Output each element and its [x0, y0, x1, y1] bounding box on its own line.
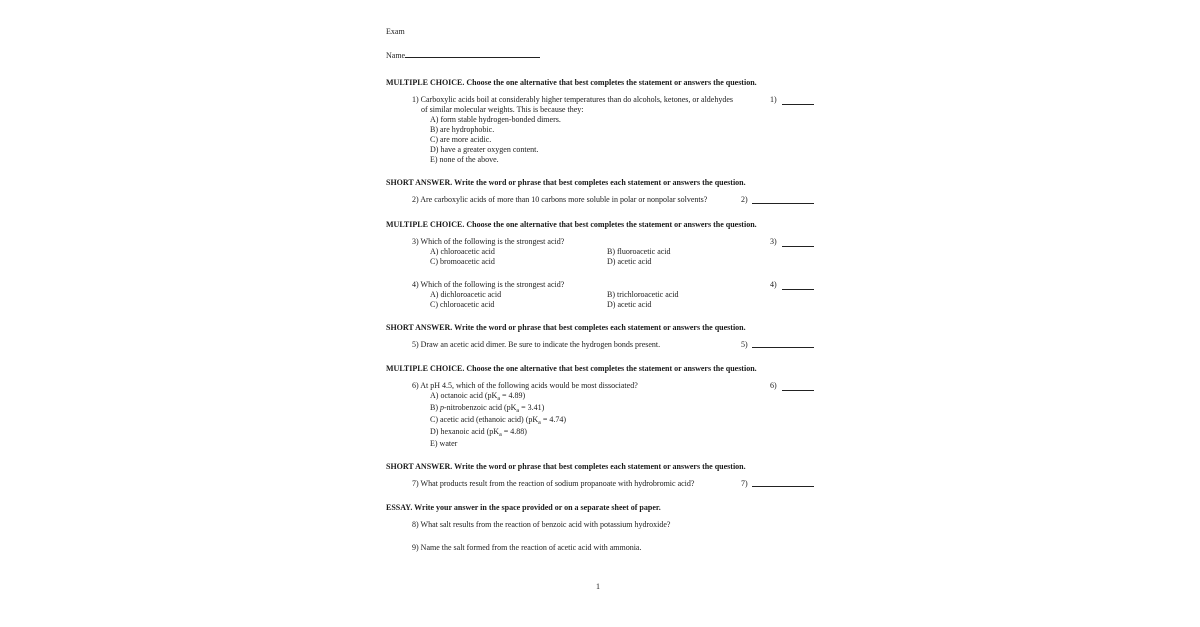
q1-answer-line[interactable] — [782, 104, 814, 105]
q6-option-c — [430, 415, 566, 425]
q6-number: 6) — [770, 381, 777, 390]
q2-answer-line[interactable] — [752, 203, 814, 204]
q4-option-d: D) acetic acid — [607, 300, 652, 309]
q3-text: 3) Which of the following is the strongest acid? — [412, 237, 565, 246]
q2-number: 2) — [741, 195, 748, 204]
q7-answer-line[interactable] — [752, 486, 814, 487]
q6-option-d-value: = 4.88) — [501, 427, 527, 436]
name-field[interactable] — [386, 48, 540, 61]
q5-number: 5) — [741, 340, 748, 349]
q3-option-c: C) bromoacetic acid — [430, 257, 495, 266]
q4-option-a: A) dichloroacetic acid — [430, 290, 502, 299]
q3-number: 3) — [770, 237, 777, 246]
q7-number: 7) — [741, 479, 748, 488]
q1-option-a: A) form stable hydrogen-bonded dimers. — [430, 115, 561, 124]
q1-option-d: D) have a greater oxygen content. — [430, 145, 539, 154]
q6-answer-line[interactable] — [782, 390, 814, 391]
q6-option-a-subscript: a — [497, 396, 500, 402]
q3-option-b: B) fluoroacetic acid — [607, 247, 671, 256]
q6-option-a — [430, 391, 525, 401]
q1-text-continued: of similar molecular weights. This is because they: — [421, 105, 584, 114]
q6-option-a-text: A) octanoic acid (pK — [430, 391, 498, 400]
q6-option-d-subscript: a — [499, 432, 502, 438]
q4-answer-line[interactable] — [782, 289, 814, 290]
name-blank-line — [405, 48, 540, 58]
q4-number: 4) — [770, 280, 777, 289]
q6-option-e: E) water — [430, 439, 458, 448]
mc-header-1: MULTIPLE CHOICE. Choose the one alternative that best completes the statement or answers the question. — [386, 78, 757, 87]
q1-number: 1) — [770, 95, 777, 104]
q5-answer-line[interactable] — [752, 347, 814, 348]
sa-header-3: SHORT ANSWER. Write the word or phrase that best completes each statement or answers the question. — [386, 462, 746, 471]
q9-text: 9) Name the salt formed from the reaction of acetic acid with ammonia. — [412, 543, 642, 552]
q6-option-c-text: C) acetic acid (ethanoic acid) (pK — [430, 415, 539, 424]
q4-option-b: B) trichloroacetic acid — [607, 290, 679, 299]
q7-text: 7) What products result from the reaction of sodium propanoate with hydrobromic acid? — [412, 479, 695, 488]
q6-option-d — [430, 427, 527, 437]
q2-text: 2) Are carboxylic acids of more than 10 carbons more soluble in polar or nonpolar solvents? — [412, 195, 708, 204]
q6-option-a-value: = 4.89) — [499, 391, 526, 400]
q8-text: 8) What salt results from the reaction of benzoic acid with potassium hydroxide? — [412, 520, 671, 529]
q3-answer-line[interactable] — [782, 246, 814, 247]
q6-option-c-subscript: a — [538, 420, 541, 426]
q6-option-c-value: = 4.74) — [540, 415, 567, 424]
sa-header-1: SHORT ANSWER. Write the word or phrase that best completes each statement or answers the question. — [386, 178, 746, 187]
mc-header-2: MULTIPLE CHOICE. Choose the one alternative that best completes the statement or answers the question. — [386, 220, 757, 229]
q3-option-d: D) acetic acid — [607, 257, 652, 266]
essay-header: ESSAY. Write your answer in the space provided or on a separate sheet of paper. — [386, 503, 661, 512]
q1-option-b: B) are hydrophobic. — [430, 125, 495, 134]
q4-text: 4) Which of the following is the strongest acid? — [412, 280, 565, 289]
q6-option-b-value: = 3.41) — [519, 403, 545, 412]
q3-option-a: A) chloroacetic acid — [430, 247, 495, 256]
exam-title: Exam — [386, 27, 405, 36]
q6-option-b — [430, 403, 544, 413]
q5-text: 5) Draw an acetic acid dimer. Be sure to indicate the hydrogen bonds present. — [412, 340, 661, 349]
q6-option-b-text: -nitrobenzoic acid (pK — [444, 403, 517, 412]
q6-option-d-text: D) hexanoic acid (pK — [430, 427, 500, 436]
sa-header-2: SHORT ANSWER. Write the word or phrase that best completes each statement or answers the question. — [386, 323, 746, 332]
q6-text: 6) At pH 4.5, which of the following acids would be most dissociated? — [412, 381, 638, 390]
q1-option-c: C) are more acidic. — [430, 135, 492, 144]
q1-text: 1) Carboxylic acids boil at considerably higher temperatures than do alcohols, ketones, or aldehydes — [412, 95, 734, 104]
q6-option-b-letter: B) — [430, 403, 440, 412]
q6-option-b-subscript: a — [516, 408, 520, 414]
page-number: 1 — [596, 582, 600, 591]
name-label: Name — [386, 51, 406, 60]
q4-option-c: C) chloroacetic acid — [430, 300, 495, 309]
q6-option-b-para: p — [440, 403, 444, 412]
mc-header-3: MULTIPLE CHOICE. Choose the one alternative that best completes the statement or answers the question. — [386, 364, 757, 373]
q1-option-e: E) none of the above. — [430, 155, 499, 164]
